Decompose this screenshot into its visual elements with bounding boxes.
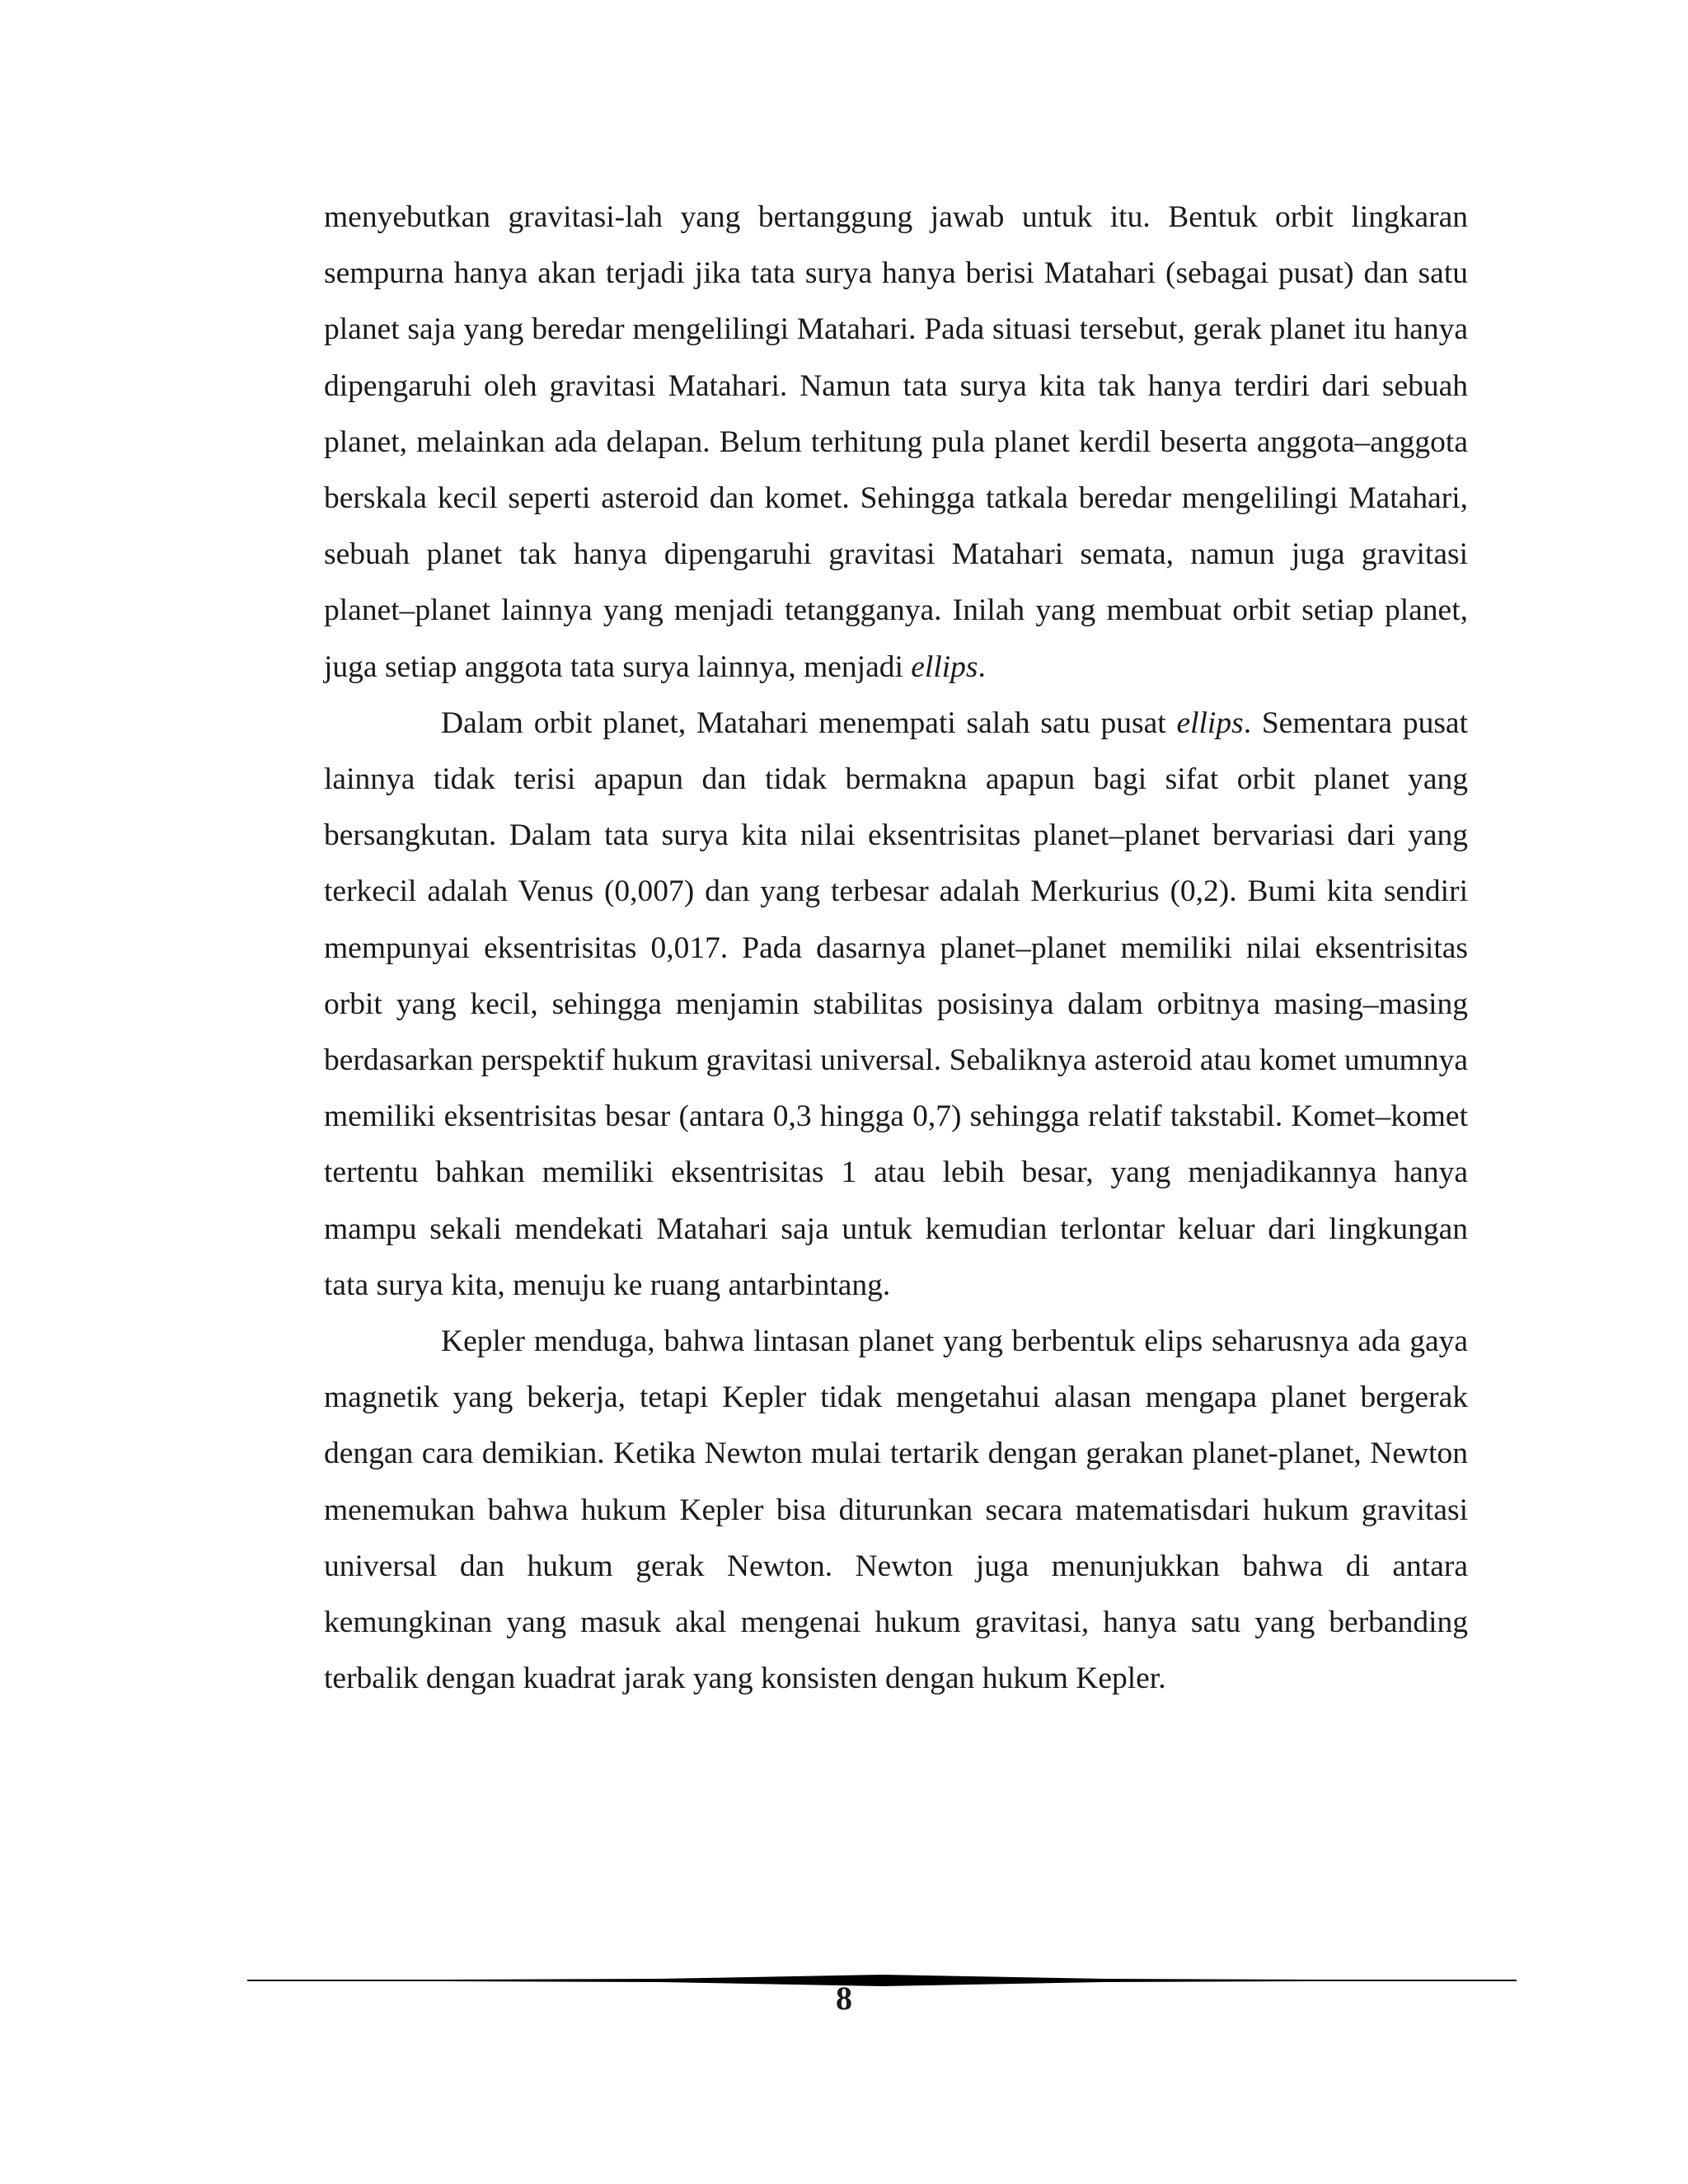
paragraph-2-text-rest: . Sementara pusat lainnya tidak terisi apapun dan tidak bermakna apapun bagi sifat orbit planet yang bersangkutan. Dalam tata surya kita nilai eksentrisitas planet–planet bervariasi dari yang terkecil adalah Venus (0,007) dan yang terbesar adalah Merkurius (0,2). Bumi kita sendiri mempunyai eksentrisitas 0,017. Pada dasarnya planet–planet memiliki nilai eksentrisitas orbit yang kecil, sehingga menjamin stabilitas posisinya dalam orbitnya masing–masing berdasarkan perspektif hukum gravitasi universal. Sebaliknya asteroid atau komet umumnya memiliki eksentrisitas besar (antara 0,3 hingga 0,7) sehingga relatif takstabil. Komet–komet tertentu bahkan memiliki eksentrisitas 1 atau lebih besar, yang menjadikannya hanya mampu sekali mendekati Matahari saja untuk kemudian terlontar keluar dari lingkungan tata surya kita, menuju ke ruang antarbintang. xyxy=(324,705,1468,1302)
paragraph-1 xyxy=(324,190,1468,696)
paragraph-3-text: Kepler menduga, bahwa lintasan planet yang berbentuk elips seharusnya ada gaya magnetik yang bekerja, tetapi Kepler tidak mengetahui alasan mengapa planet bergerak dengan cara demikian. Ketika Newton mulai tertarik dengan gerakan planet-planet, Newton menemukan bahwa hukum Kepler bisa diturunkan secara matematisdari hukum gravitasi universal dan hukum gerak Newton. Newton juga menunjukkan bahwa di antara kemungkinan yang masuk akal mengenai hukum gravitasi, hanya satu yang berbanding terbalik dengan kuadrat jarak yang konsisten dengan hukum Kepler. xyxy=(324,1324,1468,1696)
paragraph-3 xyxy=(324,1314,1468,1707)
paragraph-1-italic-term: ellips xyxy=(911,649,978,684)
paragraph-2-italic-term: ellips xyxy=(1176,705,1244,740)
paragraph-1-text: menyebutkan gravitasi-lah yang bertanggung jawab untuk itu. Bentuk orbit lingkaran sempurna hanya akan terjadi jika tata surya hanya berisi Matahari (sebagai pusat) dan satu planet saja yang beredar mengelilingi Matahari. Pada situasi tersebut, gerak planet itu hanya dipengaruhi oleh gravitasi Matahari. Namun tata surya kita tak hanya terdiri dari sebuah planet, melainkan ada delapan. Belum terhitung pula planet kerdil beserta anggota–anggota berskala kecil seperti asteroid dan komet. Sehingga tatkala beredar mengelilingi Matahari, sebuah planet tak hanya dipengaruhi gravitasi Matahari semata, namun juga gravitasi planet–planet lainnya yang menjadi tetangganya. Inilah yang membuat orbit setiap planet, juga setiap anggota tata surya lainnya, menjadi xyxy=(324,200,1468,684)
paragraph-1-end: . xyxy=(978,649,986,684)
paragraph-2 xyxy=(324,696,1468,1314)
page-number: 8 xyxy=(836,1980,852,2017)
paragraph-2-text-start: Dalam orbit planet, Matahari menempati salah satu pusat xyxy=(441,705,1177,740)
body-text xyxy=(324,190,1468,1707)
